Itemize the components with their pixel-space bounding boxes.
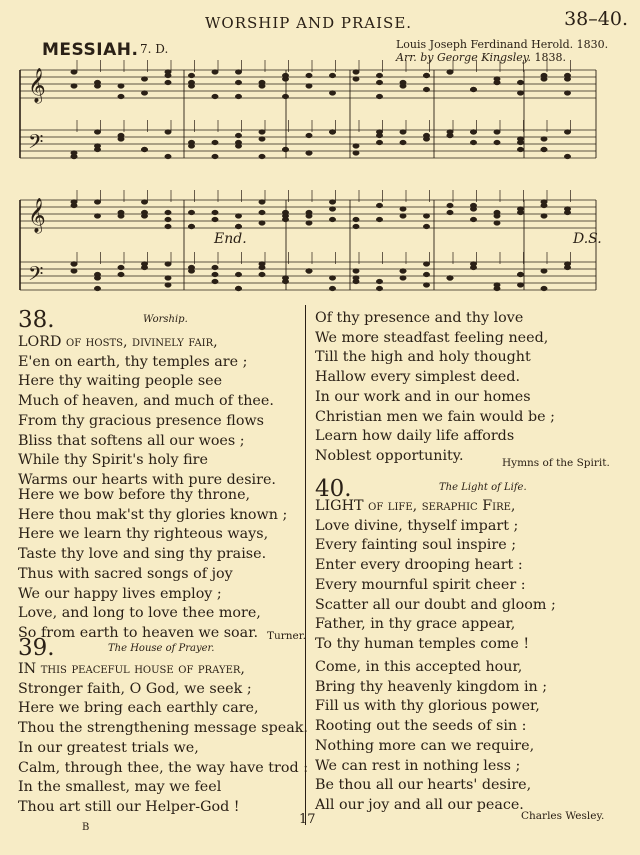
verse-line: Rooting out the seeds of sin :	[315, 718, 527, 735]
attribution: Charles Wesley.	[521, 810, 605, 822]
page-number: 17	[299, 812, 316, 827]
verse-line: In our greatest trials we,	[18, 739, 199, 756]
svg-text:𝄞: 𝄞	[28, 68, 46, 103]
verse-line: Learn how daily life affords	[315, 428, 515, 445]
end-mark: End.	[214, 231, 247, 247]
verse-line: Be thou all our hearts' desire,	[315, 777, 532, 794]
verse-line: LIGHT of life, seraphic Fire,	[315, 498, 516, 514]
verse-line: Here we learn thy righteous ways,	[18, 526, 269, 543]
running-header: WORSHIP AND PRAISE.	[205, 14, 413, 32]
hymn-range: 38–40.	[564, 8, 628, 30]
verse-line: Thus with sacred songs of joy	[18, 565, 233, 582]
music-score	[14, 60, 604, 300]
verse-line: Noblest opportunity.	[315, 447, 464, 464]
hymn-title: The Light of Life.	[439, 482, 527, 493]
verse-line: So from earth to heaven we soar.	[18, 624, 258, 641]
verse-line: Love divine, thyself impart ;	[315, 517, 519, 534]
verse-line: LORD of hosts, divinely fair,	[18, 334, 218, 350]
verse-line: IN this peaceful house of prayer,	[18, 661, 245, 677]
verse-line: In the smallest, may we feel	[18, 779, 222, 796]
attribution: Turner.	[267, 630, 306, 642]
verse-line: Nothing more can we require,	[315, 737, 535, 754]
verse-line: Here thou mak'st thy glories known ;	[18, 506, 288, 523]
verse-line: Father, in thy grace appear,	[315, 616, 516, 633]
hymn-title: Worship.	[143, 314, 188, 325]
hymn-number: 38.	[18, 307, 55, 333]
verse-line: Thou the strengthening message speak.	[18, 720, 308, 737]
signature-mark: B	[82, 822, 90, 833]
stanza	[315, 658, 547, 816]
verse-line: Here we bow before thy throne,	[18, 487, 251, 503]
verse-line: Every mournful spirit cheer :	[315, 576, 526, 593]
tune-meter: 7. D.	[140, 42, 169, 56]
tune-name: MESSIAH.	[42, 40, 139, 60]
stanza	[18, 333, 276, 491]
verse-line: While thy Spirit's holy fire	[18, 452, 208, 469]
verse-line: Till the high and holy thought	[315, 349, 531, 366]
verse-line: We our happy lives employ ;	[18, 585, 222, 602]
verse-line: Bring thy heavenly kingdom in ;	[315, 678, 548, 695]
stanza	[18, 486, 287, 644]
verse-line: Christian men we fain would be ;	[315, 408, 555, 425]
arranger-name: Arr. by George Kingsley.	[396, 51, 532, 64]
verse-line: Fill us with thy glorious power,	[315, 698, 540, 715]
verse-line: We more steadfast feeling need,	[315, 329, 549, 346]
verse-line: Warms our hearts with pure desire.	[18, 471, 276, 488]
verse-line: Taste thy love and sing thy praise.	[18, 546, 267, 563]
verse-line: Love, and long to love thee more,	[18, 605, 261, 622]
stanza	[315, 497, 556, 655]
verse-line: Calm, through thee, the way have trod :	[18, 759, 309, 776]
verse-line: From thy gracious presence flows	[18, 412, 265, 429]
verse-line: We can rest in nothing less ;	[315, 757, 521, 774]
verse-line: Of thy presence and thy love	[315, 310, 524, 326]
stanza	[315, 309, 555, 467]
svg-text:𝄢: 𝄢	[28, 130, 44, 158]
composer-line	[396, 38, 608, 51]
verse-line: Here thy waiting people see	[18, 373, 223, 390]
verse-line: Enter every drooping heart :	[315, 557, 523, 574]
composer-name: Louis Joseph Ferdinand Herold.	[396, 38, 574, 51]
verse-line: All our joy and all our peace.	[315, 796, 524, 813]
svg-text:𝄢: 𝄢	[28, 262, 44, 290]
verse-line: Every fainting soul inspire ;	[315, 537, 517, 554]
verse-line: Bliss that softens all our woes ;	[18, 432, 245, 449]
verse-line: Stronger faith, O God, we seek ;	[18, 680, 252, 697]
verse-line: In our work and in our homes	[315, 388, 531, 405]
attribution: Hymns of the Spirit.	[502, 457, 610, 469]
verse-line: E'en on earth, thy temples are ;	[18, 353, 248, 370]
verse-line: Here we bring each earthly care,	[18, 700, 259, 717]
verse-line: Much of heaven, and much of thee.	[18, 393, 274, 410]
svg-text:𝄞: 𝄞	[28, 198, 46, 233]
verse-line: Come, in this accepted hour,	[315, 659, 523, 675]
verse-line: Thou art still our Helper-God !	[18, 798, 240, 815]
arranger-year: 1838.	[534, 51, 567, 64]
hymn-number: 39.	[18, 635, 55, 661]
hymn-title: The House of Prayer.	[108, 643, 215, 654]
hymn-number: 40.	[315, 476, 352, 502]
verse-line: Hallow every simplest deed.	[315, 369, 521, 386]
stanza	[18, 660, 308, 818]
ds-mark: D.S.	[573, 231, 602, 247]
composer-year: 1830.	[576, 38, 609, 51]
verse-line: Scatter all our doubt and gloom ;	[315, 596, 556, 613]
verse-line: To thy human temples come !	[315, 635, 530, 652]
